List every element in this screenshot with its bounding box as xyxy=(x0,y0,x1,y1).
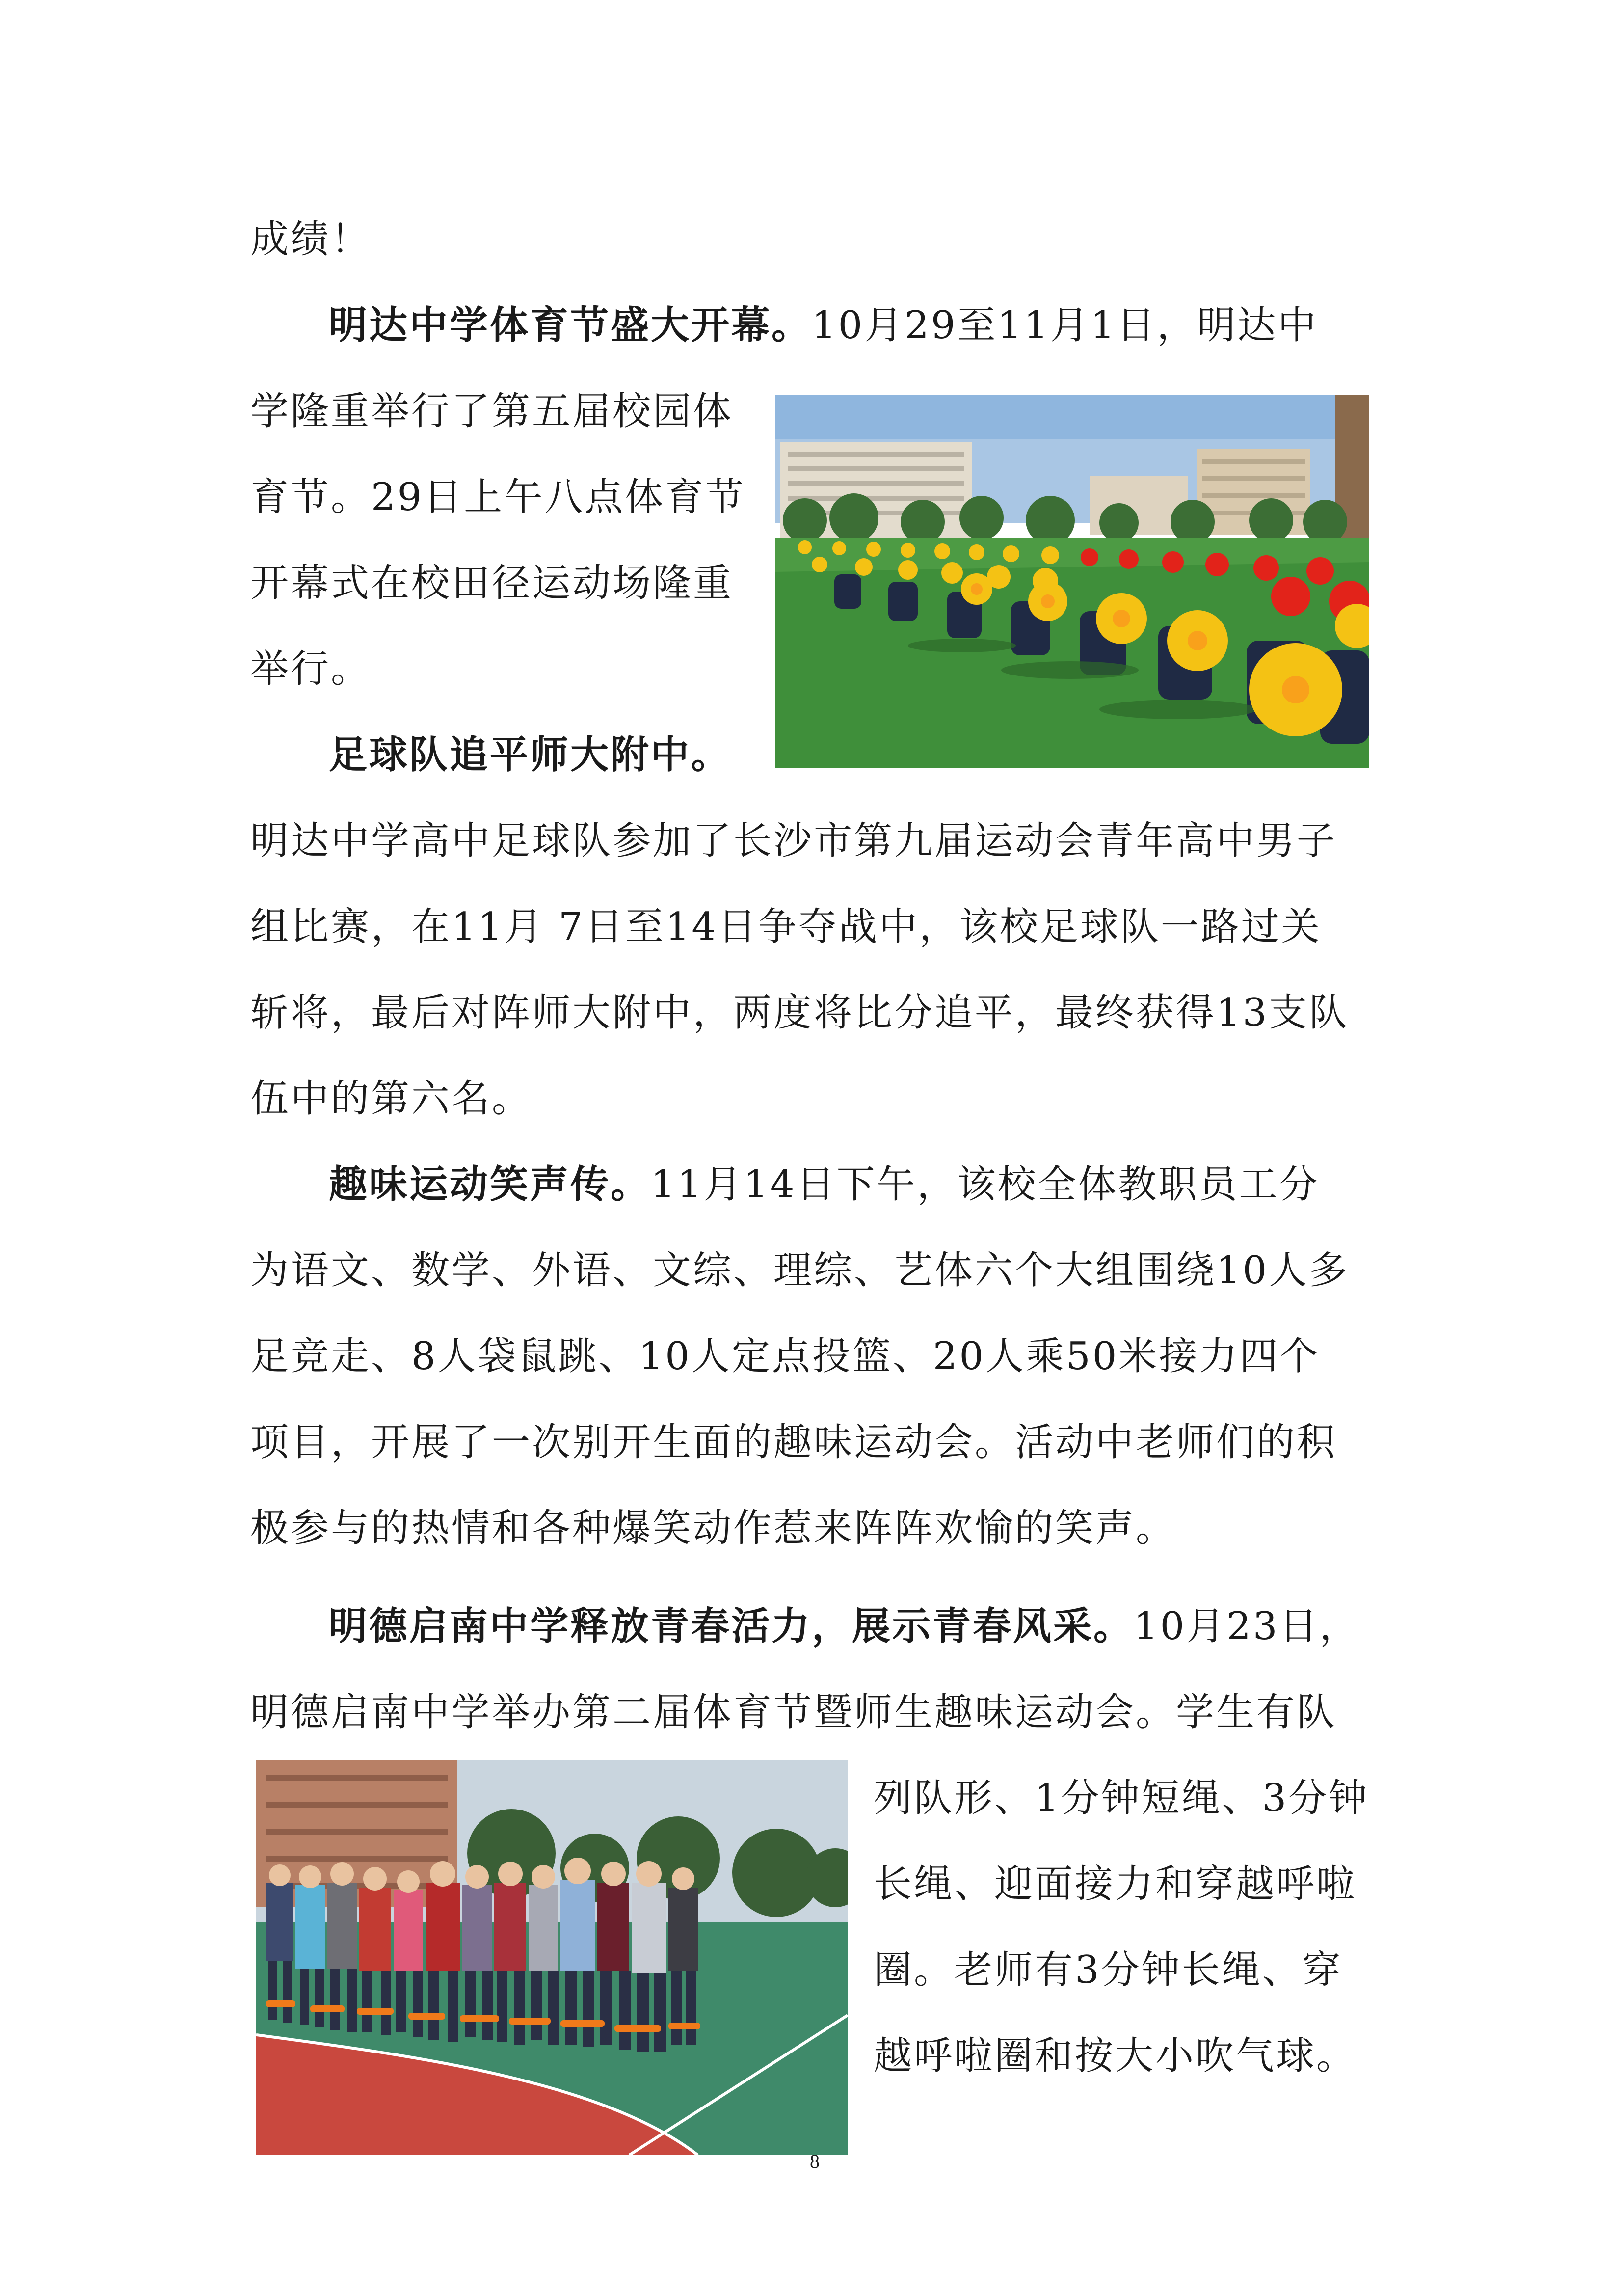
heading-fun-sports: 趣味运动笑声传。 xyxy=(329,1162,651,1207)
text-line-19: 列队形、1分钟短绳、3分钟 xyxy=(874,1776,1369,1820)
text-line-2-body: 10月29至11月1日，明达中 xyxy=(812,303,1318,348)
text-line-12-body: 11月14日下午，该校全体教职员工分 xyxy=(651,1162,1320,1207)
text-line-4: 育节。29日上午八点体育节 xyxy=(250,475,746,519)
text-line-13: 为语文、数学、外语、文综、理综、艺体六个大组围绕10人多 xyxy=(250,1248,1350,1293)
text-line-9: 组比赛，在11月 7日至14日争夺战中，该校足球队一路过关 xyxy=(250,905,1322,949)
teacher-race-photo xyxy=(256,1760,848,2155)
text-line-12 xyxy=(329,1160,1320,1209)
text-line-14: 足竞走、8人袋鼠跳、10人定点投篮、20人乘50米接力四个 xyxy=(250,1334,1320,1378)
heading-mingda-sports-festival: 明达中学体育节盛大开幕。 xyxy=(329,303,812,348)
text-line-5: 开幕式在校田径运动场隆重 xyxy=(250,561,734,605)
page-number: 8 xyxy=(810,2150,820,2172)
text-line-15: 项目，开展了一次别开生面的趣味运动会。活动中老师们的积 xyxy=(250,1420,1337,1464)
text-line-3: 学隆重举行了第五届校园体 xyxy=(250,389,734,433)
text-line-16: 极参与的热情和各种爆笑动作惹来阵阵欢愉的笑声。 xyxy=(250,1506,1176,1550)
text-line-10: 斩将，最后对阵师大附中，两度将比分追平，最终获得13支队 xyxy=(250,991,1350,1035)
text-line-21: 圈。老师有3分钟长绳、穿 xyxy=(874,1948,1343,1992)
text-line-8: 明达中学高中足球队参加了长沙市第九届运动会青年高中男子 xyxy=(250,819,1337,863)
text-line-17 xyxy=(329,1602,1360,1651)
text-line-22: 越呼啦圈和按大小吹气球。 xyxy=(874,2034,1357,2078)
opening-ceremony-illustration xyxy=(775,395,1369,768)
heading-football-team: 足球队追平师大附中。 xyxy=(329,732,732,777)
text-line-6: 举行。 xyxy=(250,647,372,691)
text-line-1: 成绩！ xyxy=(250,217,372,262)
teacher-race-illustration xyxy=(256,1760,848,2155)
text-line-17-body: 10月23日， xyxy=(1134,1604,1360,1648)
text-line-2 xyxy=(329,301,1318,350)
opening-ceremony-photo xyxy=(775,395,1369,768)
text-line-18: 明德启南中学举办第二届体育节暨师生趣味运动会。学生有队 xyxy=(250,1690,1337,1734)
text-line-20: 长绳、迎面接力和穿越呼啦 xyxy=(874,1862,1357,1906)
text-line-11: 伍中的第六名。 xyxy=(250,1077,532,1121)
heading-mingde-qinan: 明德启南中学释放青春活力，展示青春风采。 xyxy=(329,1604,1134,1648)
